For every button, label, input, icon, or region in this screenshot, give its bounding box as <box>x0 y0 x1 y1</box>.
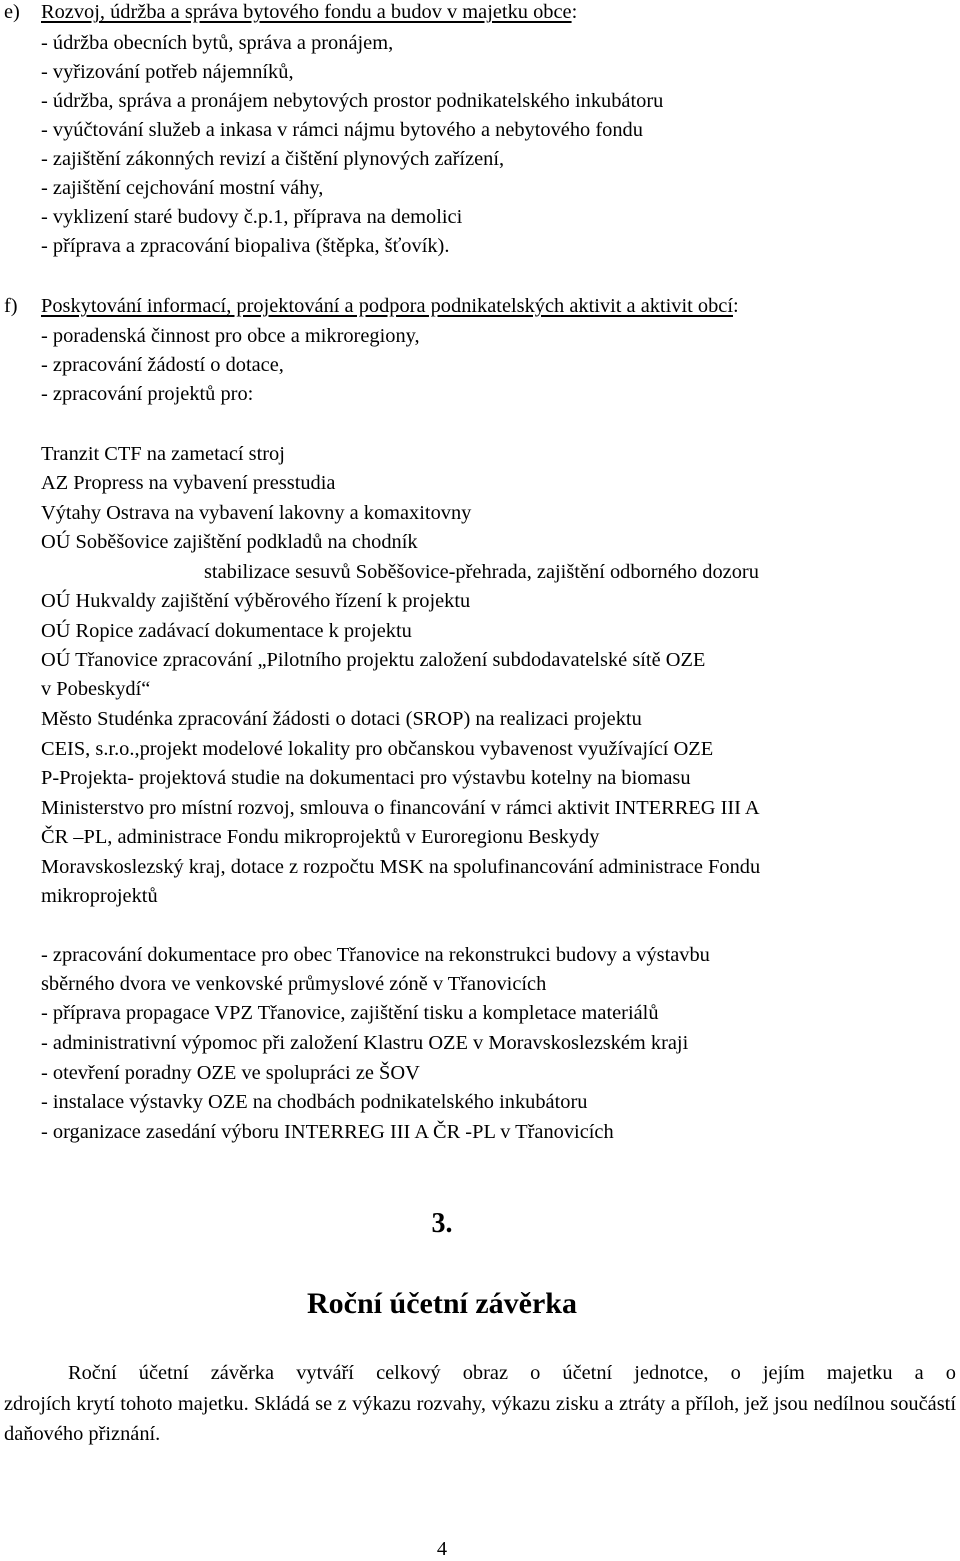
project-line: ČR –PL, administrace Fondu mikroprojektů v Euroregionu Beskydy <box>41 826 600 848</box>
project-line: Ministerstvo pro místní rozvoj, smlouva o financování v rámci aktivit INTERREG III A <box>41 797 760 819</box>
section-e-marker: e) <box>4 1 20 23</box>
list-item: - zajištění zákonných revizí a čištění plynových zařízení, <box>41 148 505 170</box>
project-line: OÚ Ropice zadávací dokumentace k projektu <box>41 620 412 642</box>
page-number: 4 <box>436 1538 448 1560</box>
chapter-paragraph <box>4 1358 956 1450</box>
list-item: - instalace výstavky OZE na chodbách podnikatelského inkubátoru <box>41 1091 588 1113</box>
list-item: - vyúčtování služeb a inkasa v rámci nájmu bytového a nebytového fondu <box>41 119 643 141</box>
paragraph-rest: zdrojích krytí tohoto majetku. Skládá se z výkazu rozvahy, výkazu zisku a ztráty a příloh, jež jsou nedílnou součástí daňového přiznání. <box>4 1392 956 1445</box>
project-line: v Pobeskydí“ <box>41 678 151 700</box>
list-item: - vyklizení staré budovy č.p.1, příprava na demolici <box>41 206 463 228</box>
section-e-heading-suffix: : <box>571 1 578 23</box>
list-item: - administrativní výpomoc při založení Klastru OZE v Moravskoslezském kraji <box>41 1032 689 1054</box>
paragraph-first-line: Roční účetní závěrka vytváří celkový obraz o účetní jednotce, o jejím majetku a o <box>68 1362 956 1384</box>
section-f-heading <box>41 294 739 318</box>
project-line: CEIS, s.r.o.,projekt modelové lokality pro občanskou vybavenost využívající OZE <box>41 738 714 760</box>
project-line: OÚ Hukvaldy zajištění výběrového řízení k projektu <box>41 590 471 612</box>
list-item: - příprava a zpracování biopaliva (štěpka, šťovík). <box>41 235 450 257</box>
chapter-number: 3. <box>431 1208 453 1239</box>
project-line: OÚ Soběšovice zajištění podkladů na chodník <box>41 531 418 553</box>
list-item: - příprava propagace VPZ Třanovice, zajištění tisku a kompletace materiálů <box>41 1002 659 1024</box>
list-item: sběrného dvora ve venkovské průmyslové zóně v Třanovicích <box>41 973 547 995</box>
section-f-heading-suffix: : <box>733 295 739 317</box>
section-e-heading <box>41 0 577 24</box>
list-item: - údržba, správa a pronájem nebytových prostor podnikatelského inkubátoru <box>41 90 664 112</box>
list-item: - otevření poradny OZE ve spolupráci ze ŠOV <box>41 1062 420 1084</box>
list-item: - poradenská činnost pro obce a mikroregiony, <box>41 325 420 347</box>
project-line: mikroprojektů <box>41 885 158 907</box>
project-line: Moravskoslezský kraj, dotace z rozpočtu MSK na spolufinancování administrace Fondu <box>41 856 761 878</box>
list-item: - zpracování dokumentace pro obec Třanovice na rekonstrukci budovy a výstavbu <box>41 944 710 966</box>
section-f-marker: f) <box>4 295 18 317</box>
project-line: OÚ Třanovice zpracování „Pilotního projektu založení subdodavatelské sítě OZE <box>41 649 706 671</box>
project-line: Tranzit CTF na zametací stroj <box>41 443 285 465</box>
list-item: - vyřizování potřeb nájemníků, <box>41 61 294 83</box>
list-item: - zpracování žádostí o dotace, <box>41 354 284 376</box>
project-line: stabilizace sesuvů Soběšovice-přehrada, zajištění odborného dozoru <box>204 561 759 583</box>
project-line: Výtahy Ostrava na vybavení lakovny a komaxitovny <box>41 502 472 524</box>
section-f-heading-text: Poskytování informací, projektování a podpora podnikatelských aktivit a aktivit obcí <box>41 295 733 317</box>
project-line: Město Studénka zpracování žádosti o dotaci (SROP) na realizaci projektu <box>41 708 642 730</box>
list-item: - údržba obecních bytů, správa a pronájem, <box>41 32 394 54</box>
list-item: - zajištění cejchování mostní váhy, <box>41 177 324 199</box>
project-line: P-Projekta- projektová studie na dokumentaci pro výstavbu kotelny na biomasu <box>41 767 691 789</box>
list-item: - zpracování projektů pro: <box>41 383 254 405</box>
project-line: AZ Propress na vybavení presstudia <box>41 472 336 494</box>
section-e-heading-text: Rozvoj, údržba a správa bytového fondu a budov v majetku obce <box>41 1 572 23</box>
list-item: - organizace zasedání výboru INTERREG III A ČR -PL v Třanovicích <box>41 1121 614 1143</box>
chapter-title: Roční účetní závěrka <box>307 1287 577 1320</box>
